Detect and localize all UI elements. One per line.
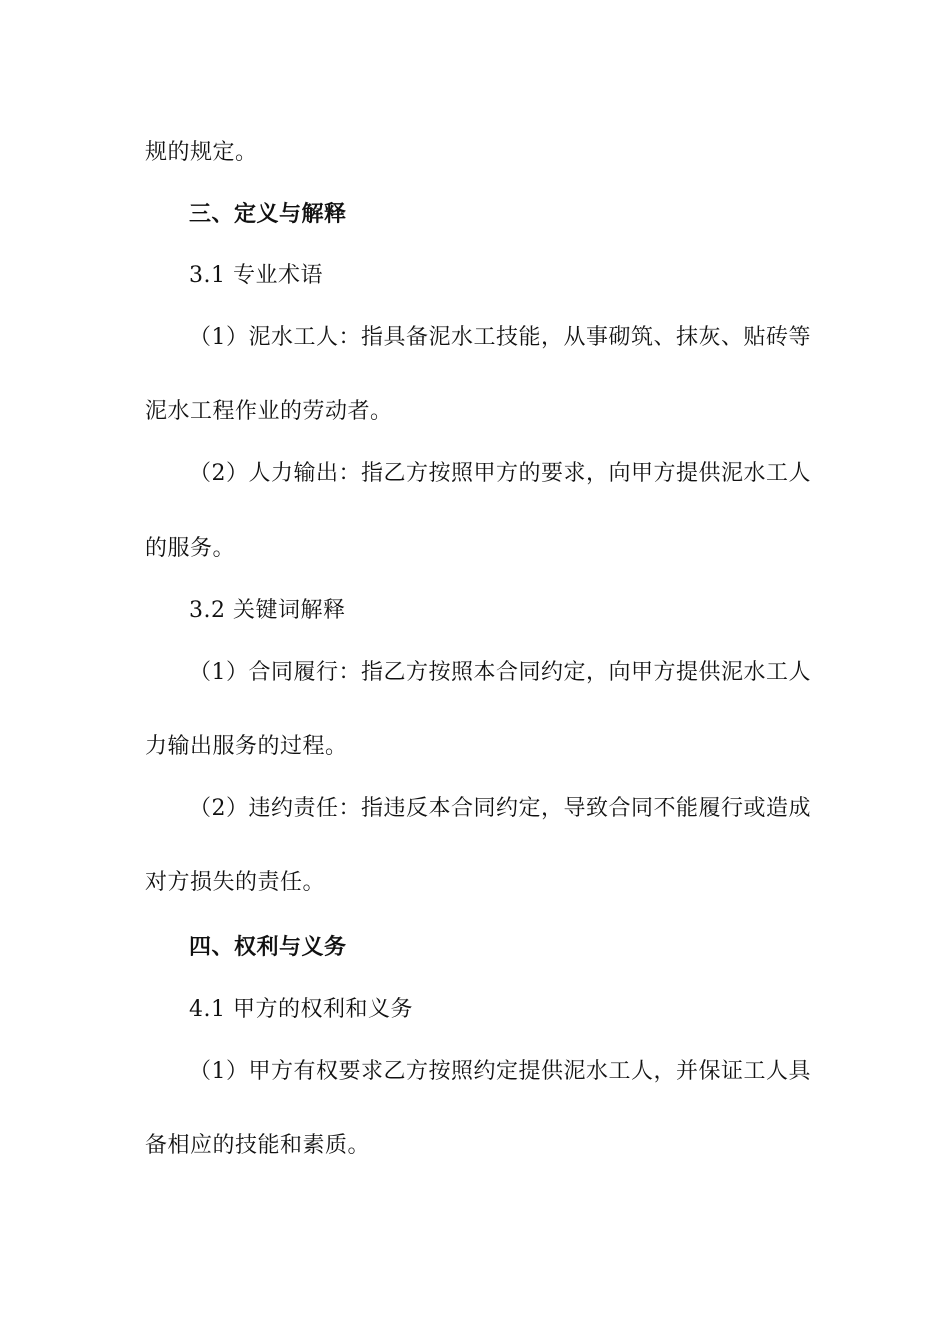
party-a-item-line-1: （1）甲方有权要求乙方按照约定提供泥水工人，并保证工人具 — [189, 1059, 811, 1084]
keyword-item-liability-line-1: （2）违约责任：指违反本合同约定，导致合同不能履行或造成 — [189, 796, 811, 821]
subsection-heading-keywords: 3.2 关键词解释 — [189, 598, 346, 623]
definition-item-labor-output-line-1: （2）人力输出：指乙方按照甲方的要求，向甲方提供泥水工人 — [189, 461, 811, 486]
section-heading-rights-obligations: 四、权利与义务 — [189, 934, 347, 960]
keyword-item-liability-line-2: 对方损失的责任。 — [145, 870, 326, 895]
keyword-item-performance-line-1: （1）合同履行：指乙方按照本合同约定，向甲方提供泥水工人 — [189, 660, 811, 685]
definition-item-mason-line-1: （1）泥水工人：指具备泥水工技能，从事砌筑、抹灰、贴砖等 — [189, 325, 811, 350]
subsection-heading-party-a: 4.1 甲方的权利和义务 — [189, 997, 413, 1022]
paragraph-continuation: 规的规定。 — [145, 140, 258, 165]
keyword-item-performance-line-2: 力输出服务的过程。 — [145, 734, 348, 759]
definition-item-mason-line-2: 泥水工程作业的劳动者。 — [145, 399, 393, 424]
section-heading-definitions: 三、定义与解释 — [189, 201, 347, 227]
definition-item-labor-output-line-2: 的服务。 — [145, 536, 236, 561]
subsection-heading-terms: 3.1 专业术语 — [189, 263, 323, 288]
party-a-item-line-2: 备相应的技能和素质。 — [145, 1133, 371, 1158]
